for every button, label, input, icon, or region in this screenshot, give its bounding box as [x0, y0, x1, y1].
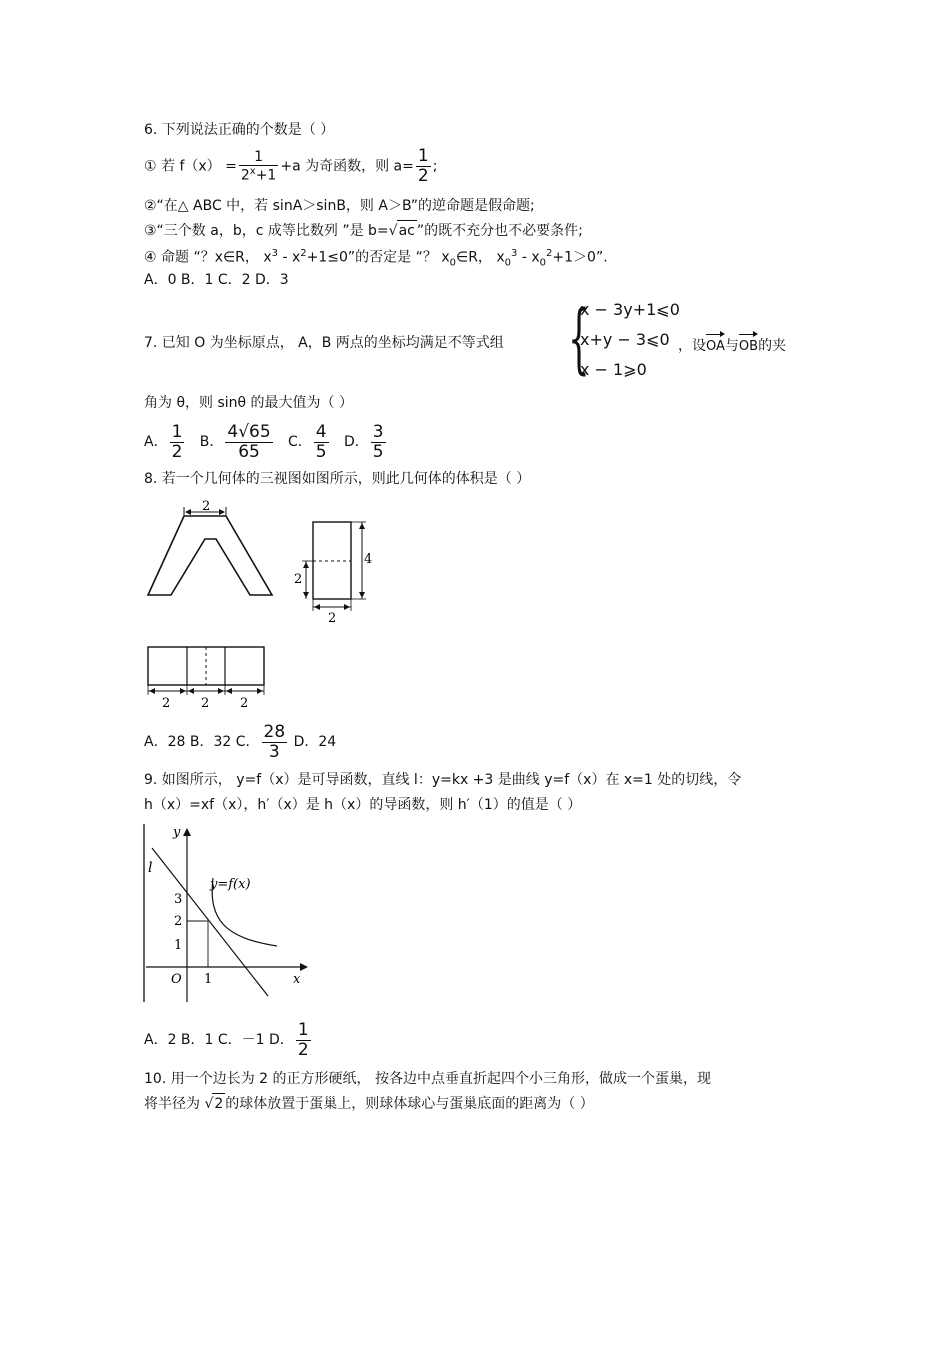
side-height-4-label: 4: [364, 552, 373, 567]
y-axis-label: y: [173, 825, 181, 840]
option-c-fraction: $\frac{4}{5}$: [315, 421, 327, 462]
option-d-fraction: $\frac{3}{5}$: [372, 421, 384, 462]
q9-stem-1: 9. 如图所示， y=f（x）是可导函数，直线 l：y=kx +3 是曲线 y=f（x）在 x=1 处的切线，令: [144, 772, 742, 788]
q6-item-1: ① 若 f（x） = $\frac{1}{2^x+1}$ +a 为奇函数，则 a= $\frac{1}{2}$ ;: [144, 146, 438, 186]
tick-y-2: 2: [174, 914, 183, 929]
q9-graph: [140, 820, 315, 1005]
q6-item1-suffix: +a 为奇函数，则 a=: [280, 158, 414, 175]
sqrt-2: 2: [212, 1093, 225, 1114]
inequality-1: x − 3y+1⩽0: [580, 300, 680, 319]
q7-options: A． $\frac{1}{2}$ B． $\frac{4√65}{65}$ C． $\frac{4}{5}$ D． $\frac{3}{5}$: [144, 421, 384, 462]
tick-y-1: 1: [174, 938, 183, 953]
q6-item-4: ④ 命题 “？x∈R， $x^3 - x^2+1\le 0$”的否定是 “？ $x_0\in R$， $x_0^3 - x_0^2+1>0$”.: [144, 248, 608, 269]
q6-stem: 6. 下列说法正确的个数是（ ）: [144, 122, 335, 138]
q7-stem-2: 角为 θ，则 sinθ 的最大值为（ ）: [144, 395, 353, 411]
option-c-fraction: $\frac{28}{3}$: [263, 721, 286, 762]
x-axis-arrow: [300, 963, 308, 971]
front-view: [148, 499, 272, 595]
inequality-2: x+y − 3⩽0: [580, 330, 670, 349]
option-a-fraction: $\frac{1}{2}$: [171, 421, 183, 462]
q6-item-2: ②“在△ ABC 中，若 sinA＞sinB，则 A＞B”的逆命题是假命题;: [144, 198, 535, 214]
top-width-2-label: 2: [201, 696, 210, 711]
side-height-2-label: 2: [294, 572, 303, 587]
origin-label: O: [171, 972, 182, 987]
left-brace: {: [568, 293, 590, 382]
q6-options: A．0 B．1 C．2 D．3: [144, 272, 289, 288]
inequality-3: x − 1⩾0: [580, 360, 647, 379]
q9-options: A．2 B．1 C．－1 D． $\frac{1}{2}$: [144, 1019, 309, 1060]
q7-stem-tail: ，设OA与OB的夹: [678, 331, 786, 357]
option-b-fraction: $\frac{4√65}{65}$: [227, 421, 271, 462]
q6-item1-a-fraction: $\frac{1}{2}$: [417, 146, 429, 186]
q7-inequality-system: [568, 293, 680, 382]
q6-item-3: ③“三个数 a，b，c 成等比数列 ”是 b=√ac ”的既不充分也不必要条件;: [144, 220, 583, 241]
q8-three-views: [140, 495, 400, 725]
side-view: [294, 522, 372, 626]
tick-x-1: 1: [204, 972, 213, 987]
q6-item1-prefix: ① 若 f（x） =: [144, 158, 237, 175]
fraction-numerator: 1: [239, 150, 278, 166]
option-d-fraction: $\frac{1}{2}$: [297, 1019, 309, 1060]
top-width-3-label: 2: [240, 696, 249, 711]
fraction-denominator: $2^x+1$: [240, 166, 277, 184]
tick-y-3: 3: [174, 892, 183, 907]
sqrt-ac: ac: [397, 220, 417, 241]
vector-oa: OA: [706, 331, 725, 357]
front-width-label: 2: [202, 499, 211, 514]
q7-stem: 7. 已知 O 为坐标原点， A，B 两点的坐标均满足不等式组: [144, 335, 504, 351]
top-width-1-label: 2: [162, 696, 171, 711]
q10-line-1: 10. 用一个边长为 2 的正方形硬纸， 按各边中点垂直折起四个小三角形，做成一个蛋巢，现: [144, 1071, 711, 1087]
top-view: [148, 647, 264, 711]
q10-line-2: 将半径为 √2 的球体放置于蛋巢上，则球体球心与蛋巢底面的距离为（ ）: [144, 1093, 594, 1114]
curve-label: y=f(x): [210, 877, 251, 892]
q6-item1-fraction: [239, 150, 278, 183]
q8-options: A．28 B．32 C． $\frac{28}{3}$ D．24: [144, 721, 337, 762]
y-axis-arrow: [183, 828, 191, 836]
q8-stem: 8. 若一个几何体的三视图如图所示，则此几何体的体积是（ ）: [144, 471, 531, 487]
q9-stem-2: h（x）=xf（x），h′（x）是 h（x）的导函数，则 h′（1）的值是（ ）: [144, 797, 582, 813]
side-width-label: 2: [328, 611, 337, 626]
vector-ob: OB: [739, 331, 758, 357]
x-axis-label: x: [293, 972, 301, 987]
tangent-line-label: l: [148, 860, 153, 876]
